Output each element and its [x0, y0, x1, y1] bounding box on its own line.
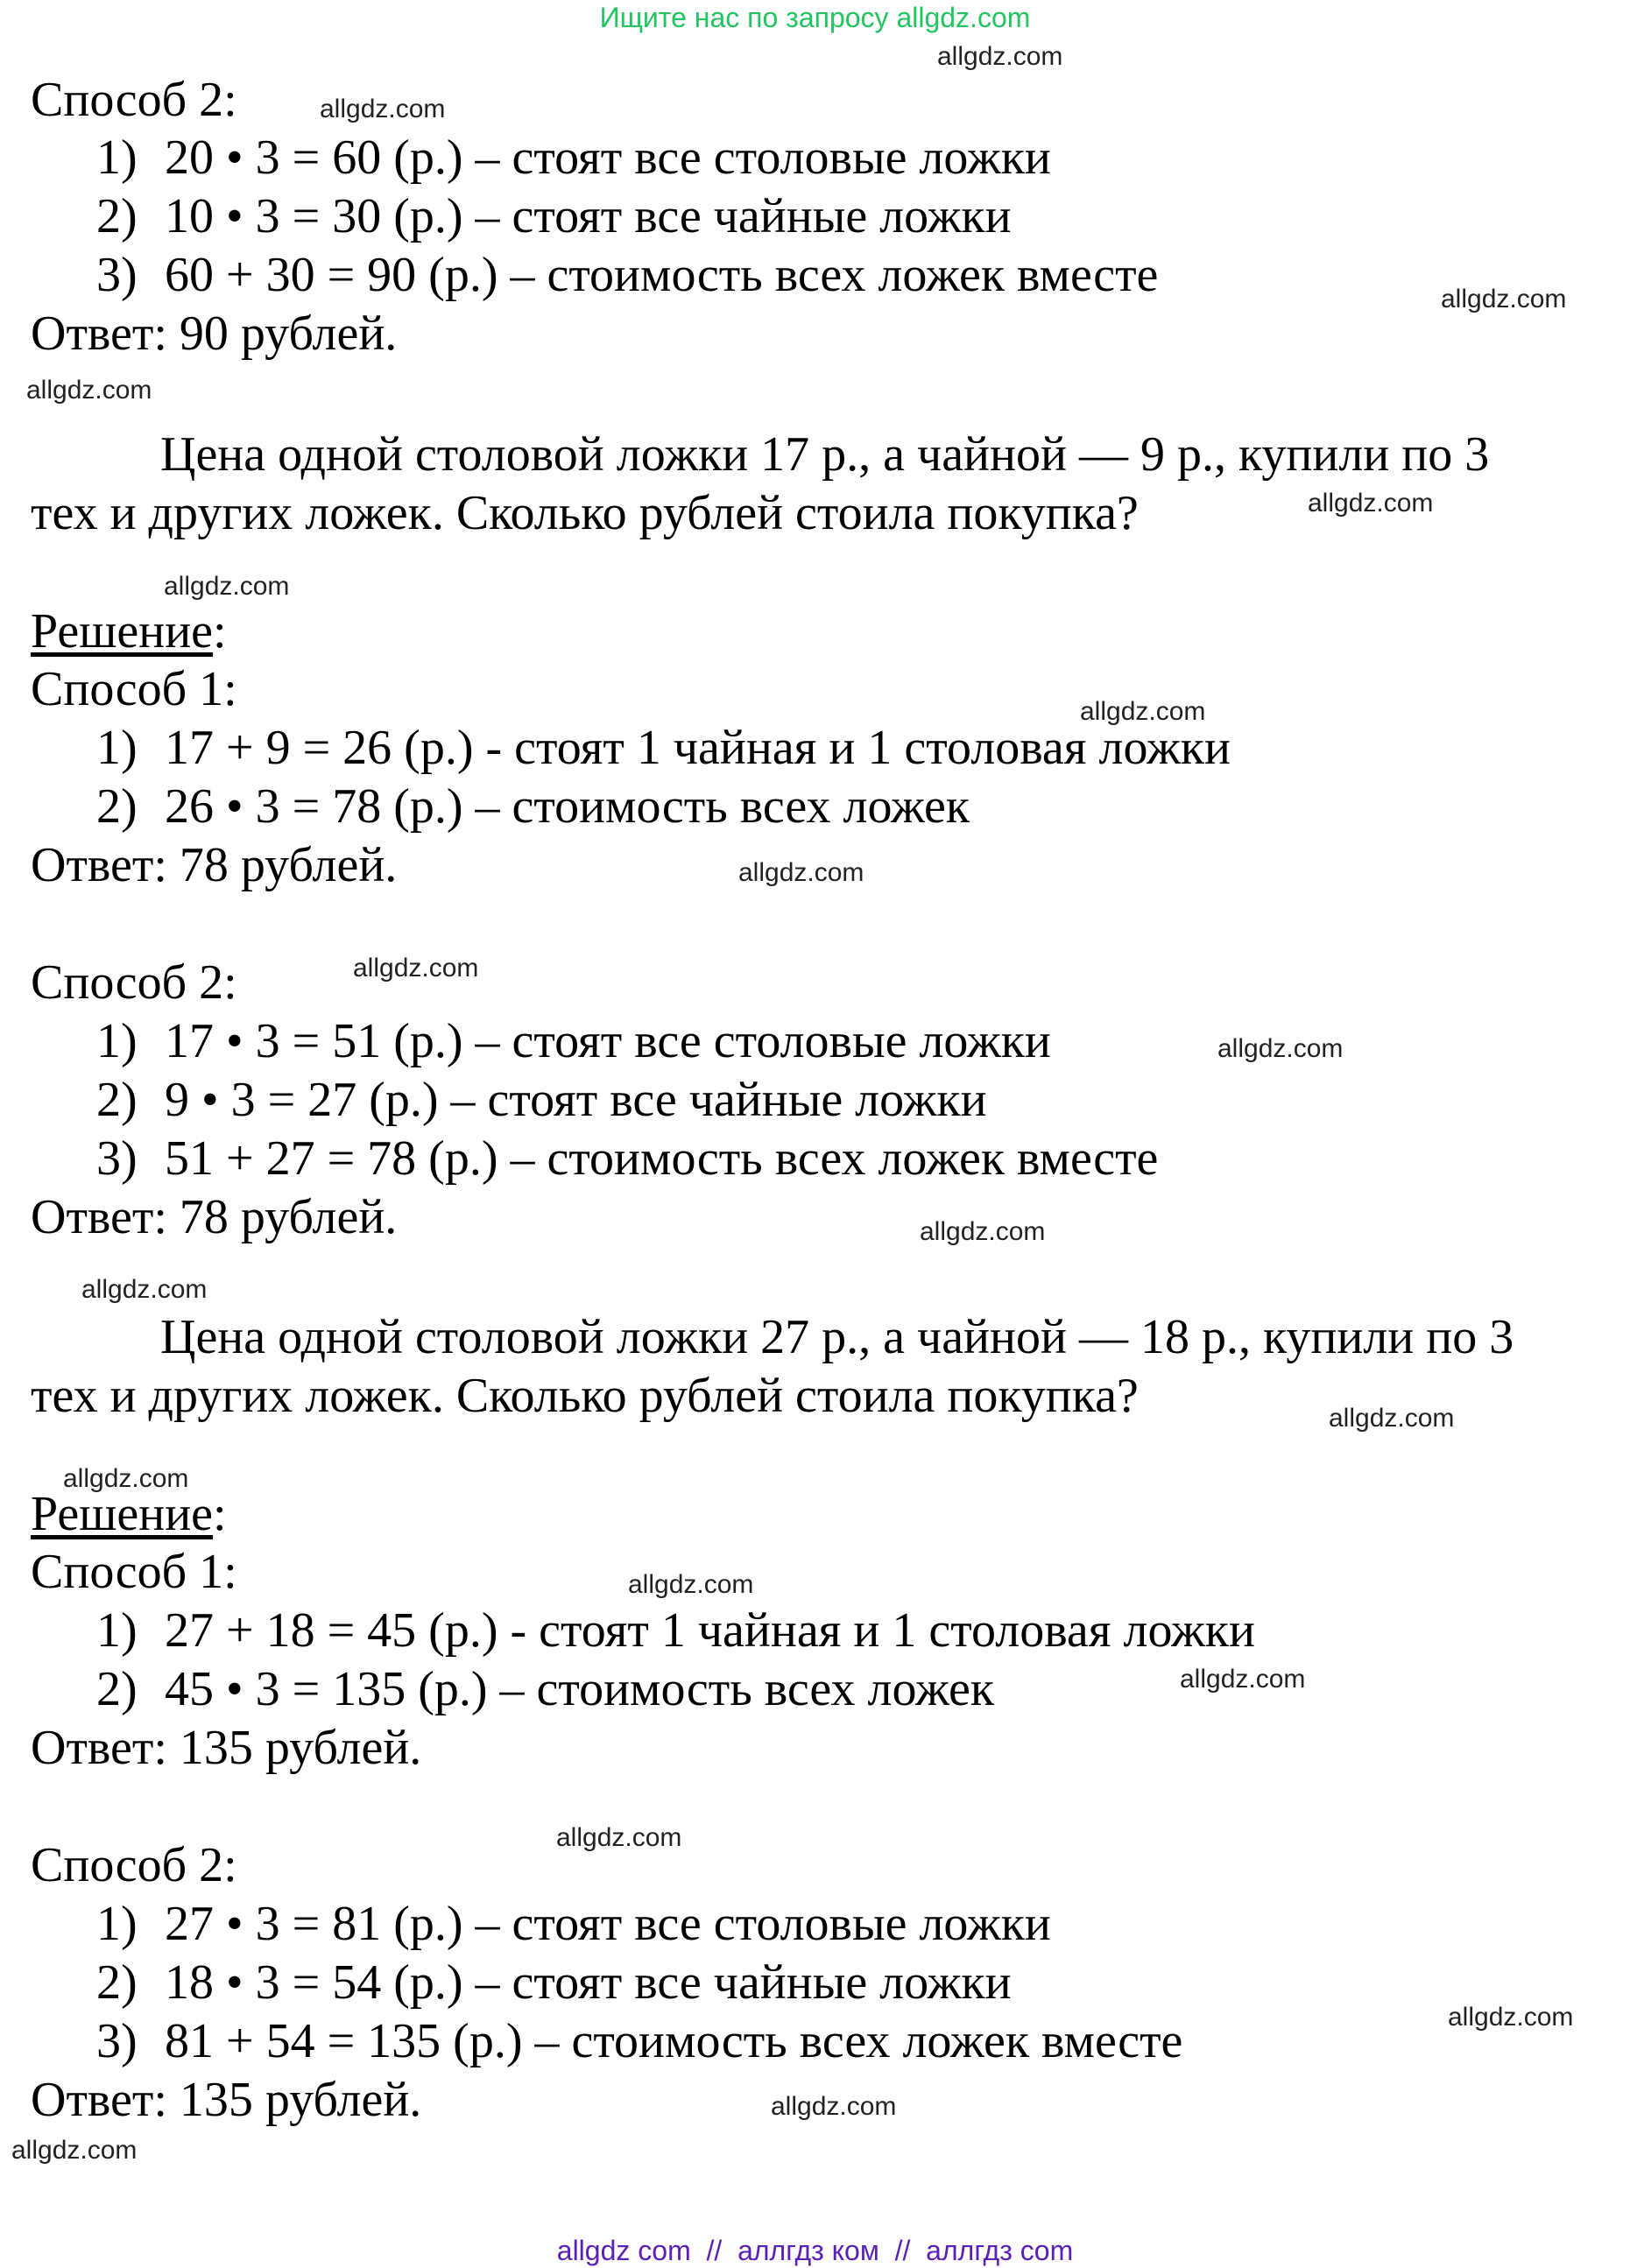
step-text: 45 • 3 = 135 (р.) – стоимость всех ложек [165, 1662, 995, 1716]
step-number: 3) [96, 2014, 138, 2068]
step-number: 2) [96, 189, 138, 243]
answer-line: Ответ: 90 рублей. [31, 306, 398, 361]
watermark: allgdz.com [1441, 285, 1567, 313]
step-text: 27 + 18 = 45 (р.) - стоят 1 чайная и 1 столовая ложки [165, 1603, 1255, 1658]
watermark: allgdz.com [1217, 1034, 1344, 1063]
solution-step [96, 1129, 1158, 1188]
method-heading: Способ 2: [31, 1838, 237, 1892]
solution-word: Решение [31, 1487, 214, 1541]
step-text: 17 + 9 = 26 (р.) - стоят 1 чайная и 1 столовая ложки [165, 721, 1231, 775]
answer-line: Ответ: 78 рублей. [31, 1190, 398, 1244]
watermark: allgdz.com [1308, 489, 1434, 518]
step-text: 60 + 30 = 90 (р.) – стоимость всех ложек вместе [165, 248, 1159, 302]
watermark: allgdz.com [320, 95, 446, 123]
watermark: allgdz.com [556, 1823, 682, 1852]
watermark: allgdz.com [26, 376, 152, 405]
step-number: 1) [96, 721, 138, 775]
answer-line: Ответ: 135 рублей. [31, 1721, 422, 1775]
solution-step [96, 1659, 994, 1719]
solution-step [96, 187, 1012, 246]
step-text: 20 • 3 = 60 (р.) – стоят все столовые ложки [165, 130, 1051, 185]
solution-word: Решение [31, 604, 214, 659]
method-heading: Способ 1: [31, 1545, 237, 1599]
step-number: 2) [96, 1073, 138, 1127]
step-number: 1) [96, 1603, 138, 1658]
step-number: 2) [96, 1662, 138, 1716]
step-text: 26 • 3 = 78 (р.) – стоимость всех ложек [165, 779, 970, 834]
step-number: 1) [96, 1014, 138, 1068]
watermark: allgdz.com [1329, 1404, 1455, 1433]
step-number: 1) [96, 130, 138, 185]
step-number: 2) [96, 779, 138, 834]
problem-text: тех и других ложек. Сколько рублей стоила покупка? [31, 1369, 1139, 1423]
watermark: allgdz.com [81, 1275, 208, 1304]
watermark: allgdz.com [628, 1570, 754, 1599]
step-text: 9 • 3 = 27 (р.) – стоят все чайные ложки [165, 1073, 987, 1127]
watermark: allgdz.com [63, 1464, 189, 1493]
watermark: allgdz.com [771, 2092, 897, 2121]
solution-step [96, 777, 970, 836]
watermark: allgdz.com [1448, 2003, 1574, 2032]
problem-text: Цена одной столовой ложки 27 р., а чайной — 18 р., купили по 3 [160, 1310, 1514, 1364]
step-number: 3) [96, 1131, 138, 1186]
watermark: allgdz.com [1080, 697, 1206, 726]
solution-step [96, 1070, 987, 1130]
step-text: 17 • 3 = 51 (р.) – стоят все столовые ложки [165, 1014, 1051, 1068]
watermark: allgdz.com [164, 572, 290, 601]
solution-step [96, 718, 1231, 778]
watermark: allgdz.com [11, 2136, 138, 2165]
step-text: 18 • 3 = 54 (р.) – стоят все чайные ложки [165, 1955, 1012, 2010]
method-heading: Способ 2: [31, 73, 237, 127]
method-heading: Способ 2: [31, 955, 237, 1010]
solution-step [96, 2011, 1182, 2071]
step-text: 27 • 3 = 81 (р.) – стоят все столовые ложки [165, 1897, 1051, 1951]
answer-line: Ответ: 78 рублей. [31, 838, 398, 892]
watermark: allgdz.com [738, 858, 864, 887]
step-text: 10 • 3 = 30 (р.) – стоят все чайные ложки [165, 189, 1012, 243]
watermark: allgdz.com [937, 42, 1063, 71]
footer-links: allgdz com // аллгдз ком // аллгдз com [556, 2235, 1074, 2266]
step-number: 2) [96, 1955, 138, 2010]
step-text: 51 + 27 = 78 (р.) – стоимость всех ложек вместе [165, 1131, 1159, 1186]
method-heading: Способ 1: [31, 662, 237, 716]
watermark: allgdz.com [353, 954, 479, 983]
problem-text: Цена одной столовой ложки 17 р., а чайной — 9 р., купили по 3 [160, 427, 1490, 482]
step-number: 3) [96, 248, 138, 302]
problem-text: тех и других ложек. Сколько рублей стоила покупка? [31, 486, 1139, 540]
solution-step [96, 245, 1158, 305]
solution-step [96, 128, 1051, 187]
solution-label: Решение: [31, 1487, 227, 1541]
solution-step [96, 1894, 1051, 1954]
solution-label: Решение: [31, 604, 227, 659]
solution-step [96, 1953, 1012, 2012]
answer-line: Ответ: 135 рублей. [31, 2073, 422, 2127]
watermark: allgdz.com [920, 1217, 1046, 1246]
watermark: allgdz.com [1180, 1665, 1306, 1694]
solution-step [96, 1011, 1051, 1071]
solution-step [96, 1601, 1255, 1660]
step-text: 81 + 54 = 135 (р.) – стоимость всех ложек вместе [165, 2014, 1183, 2068]
top-banner: Ищите нас по запросу allgdz.com [599, 2, 1031, 33]
step-number: 1) [96, 1897, 138, 1951]
